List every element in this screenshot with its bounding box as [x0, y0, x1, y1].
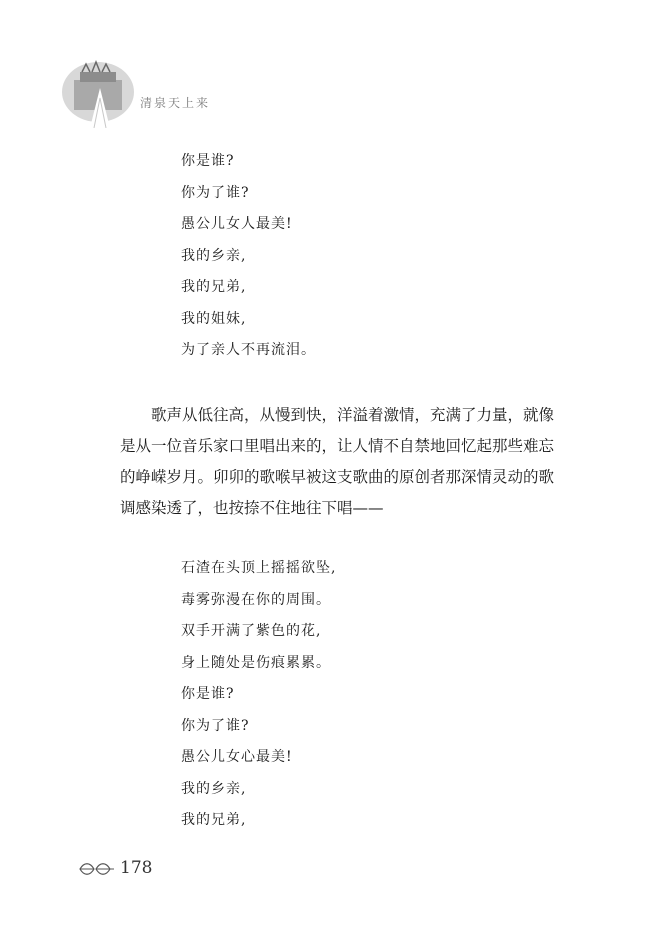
poem-line: 为了亲人不再流泪。 [181, 342, 316, 358]
poem-line: 你为了谁? [181, 184, 250, 201]
paragraph-line: 歌声从低往高，从慢到快，洋溢着激情，充满了力量，就像 [120, 406, 555, 424]
running-header [60, 58, 320, 128]
leaf-ornament-icon [78, 860, 116, 878]
poem-line: 愚公儿女人最美! [181, 216, 293, 232]
poem-line: 石渣在头顶上摇摇欲坠, [181, 560, 337, 576]
poem-line: 身上随处是伤痕累累。 [181, 654, 331, 671]
paragraph-line: 的峥嵘岁月。卯卯的歌喉早被这支歌曲的原创者那深情灵动的歌 [120, 468, 555, 486]
poem-line: 你是谁? [181, 686, 235, 702]
poem-line: 毒雾弥漫在你的周围。 [181, 591, 331, 608]
poem-stanza-bottom [181, 553, 561, 837]
paragraph-line: 调感染透了，也按捺不住地往下唱—— [120, 499, 384, 517]
poem-line: 你为了谁? [181, 717, 250, 734]
body-paragraph [120, 400, 555, 524]
poem-line: 你是谁? [181, 153, 235, 169]
poem-line: 我的兄弟, [181, 279, 247, 295]
poem-line: 愚公儿女心最美! [181, 749, 293, 765]
paragraph-line: 是从一位音乐家口里唱出来的，让人情不自禁地回忆起那些难忘 [120, 437, 555, 455]
poem-line: 我的姐妹, [181, 310, 247, 327]
poem-stanza-top [181, 146, 561, 367]
poem-line: 我的乡亲, [181, 247, 247, 264]
book-title: 清泉天上来 [140, 96, 211, 110]
poem-line: 双手开满了紫色的花, [181, 623, 322, 639]
poem-line: 我的乡亲, [181, 780, 247, 797]
page-number: 178 [120, 858, 153, 878]
poem-line: 我的兄弟, [181, 812, 247, 828]
header-illustration-icon [60, 58, 140, 128]
